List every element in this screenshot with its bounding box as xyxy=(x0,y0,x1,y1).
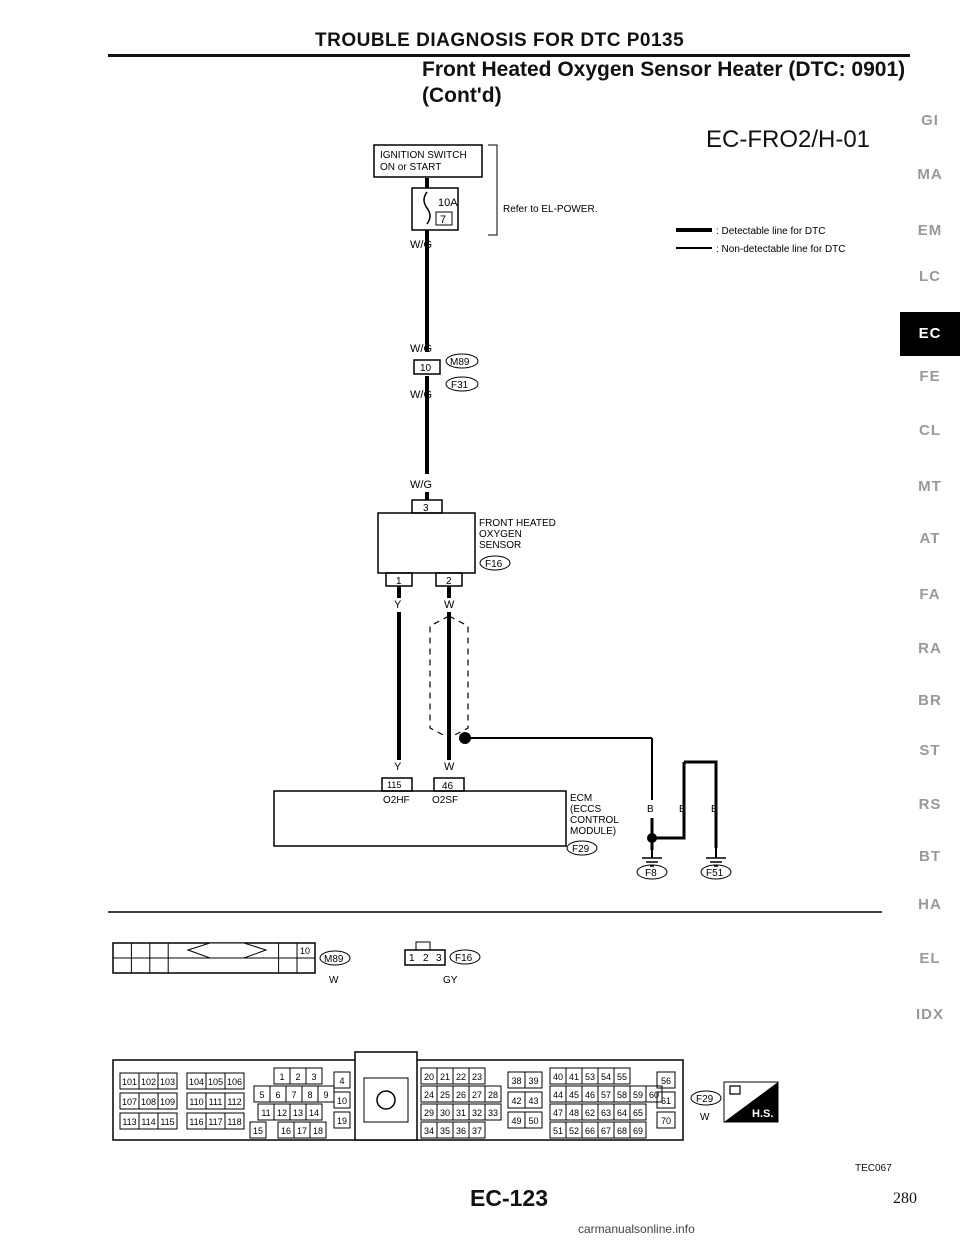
ecm-pin-number: 27 xyxy=(471,1090,483,1100)
ecm-pin-number: 62 xyxy=(584,1108,596,1118)
connector-f51: F51 xyxy=(706,868,724,879)
ecm-pin-number: 45 xyxy=(568,1090,580,1100)
watermark: carmanualsonline.info xyxy=(578,1222,695,1236)
ecm-pin-number: 60 xyxy=(648,1090,660,1100)
ecm-pin-number: 28 xyxy=(487,1090,499,1100)
ground-junction xyxy=(647,833,657,843)
pin-10: 10 xyxy=(420,363,432,374)
f16-color: GY xyxy=(443,975,458,986)
ecm-pin-number: 43 xyxy=(528,1096,539,1106)
ecm-pin-number: 50 xyxy=(528,1116,539,1126)
ecm-pin-number: 108 xyxy=(140,1097,157,1107)
tab-bt[interactable]: BT xyxy=(919,848,941,865)
page-subtitle-cont: (Cont'd) xyxy=(422,84,502,107)
ecm-o2sf: O2SF xyxy=(432,795,459,806)
tab-ec[interactable]: EC xyxy=(900,312,960,356)
ecm-pin-number: 49 xyxy=(511,1116,522,1126)
sensor-label: OXYGEN xyxy=(479,529,522,540)
wire-label-b: B xyxy=(647,804,654,815)
ecm-pin-number: 32 xyxy=(471,1108,483,1118)
page-number: 280 xyxy=(893,1190,917,1207)
tab-ra[interactable]: RA xyxy=(918,640,942,657)
ecm-pin-number: 5 xyxy=(259,1090,265,1100)
wire-label-y: Y xyxy=(394,599,402,611)
tab-mt[interactable]: MT xyxy=(918,478,942,495)
ecm-pin-number: 23 xyxy=(471,1072,483,1082)
ecm-pin-number: 13 xyxy=(292,1108,304,1118)
page-code: EC-123 xyxy=(470,1185,548,1211)
ecm-pin-number: 24 xyxy=(423,1090,435,1100)
wire-b xyxy=(654,762,684,838)
ecm-pin-number: 102 xyxy=(140,1077,157,1087)
hs-label: H.S. xyxy=(752,1108,774,1120)
ecm-pin-number: 101 xyxy=(121,1077,138,1087)
ecm-pin-number: 14 xyxy=(308,1108,320,1118)
fuse-number: 7 xyxy=(440,214,447,226)
sensor-label: FRONT HEATED xyxy=(479,518,556,529)
ecm-label: (ECCS xyxy=(570,804,602,815)
wire-label-wg: W/G xyxy=(410,239,432,251)
connector-f29: F29 xyxy=(572,844,590,855)
tab-fe[interactable]: FE xyxy=(919,368,941,385)
ecm-pin-number: 38 xyxy=(511,1076,522,1086)
ecm-pin-number: 114 xyxy=(141,1117,156,1127)
refer-power: Refer to EL-POWER. xyxy=(503,204,598,215)
ecm-pin-number: 111 xyxy=(208,1097,223,1107)
ecm-pin-number: 8 xyxy=(307,1090,313,1100)
ecm-pin-number: 12 xyxy=(276,1108,288,1118)
ecm-pin-number: 47 xyxy=(552,1108,564,1118)
tab-cl[interactable]: CL xyxy=(919,422,941,439)
ecm-pin-number: 116 xyxy=(189,1117,204,1127)
ecm-pin-number: 21 xyxy=(439,1072,451,1082)
page-subtitle: Front Heated Oxygen Sensor Heater (DTC: 0901) xyxy=(422,58,906,81)
ecm-pin-number: 69 xyxy=(632,1126,644,1136)
wire-label-b: B xyxy=(711,804,718,815)
wire-label-y: Y xyxy=(394,761,402,773)
page-title: TROUBLE DIAGNOSIS FOR DTC P0135 xyxy=(315,30,685,51)
sensor-box xyxy=(378,513,475,573)
tab-ha[interactable]: HA xyxy=(918,896,942,913)
ecm-pin-number: 67 xyxy=(600,1126,612,1136)
ecm-pin-number: 29 xyxy=(423,1108,435,1118)
ecm-pin-number: 104 xyxy=(188,1077,205,1087)
ecm-pin-number: 2 xyxy=(295,1072,301,1082)
ecm-label: CONTROL xyxy=(570,815,619,826)
tab-gi[interactable]: GI xyxy=(921,112,939,129)
ecm-pin-number: 54 xyxy=(600,1072,612,1082)
m89-color: W xyxy=(329,975,339,986)
pin-2: 2 xyxy=(446,576,452,587)
ecm-pin-number: 61 xyxy=(660,1096,672,1106)
ecm-pin-number: 56 xyxy=(660,1076,672,1086)
ecm-pin-number: 10 xyxy=(336,1096,348,1106)
ecm-pin-number: 36 xyxy=(455,1126,467,1136)
pin-10: 10 xyxy=(300,946,311,956)
pin-1: 1 xyxy=(396,576,402,587)
ecm-label: MODULE) xyxy=(570,826,617,837)
ecm-pin-number: 59 xyxy=(632,1090,644,1100)
wire-label-b: B xyxy=(679,804,686,815)
connector-f29: F29 xyxy=(696,1094,714,1105)
ecm-pin-number: 66 xyxy=(584,1126,596,1136)
connector-f31: F31 xyxy=(451,380,469,391)
ecm-pin-number: 118 xyxy=(227,1117,242,1127)
pin-3: 3 xyxy=(423,503,429,514)
connector-m89: M89 xyxy=(450,357,470,368)
ecm-pin-number: 26 xyxy=(455,1090,467,1100)
fuse-rating: 10A xyxy=(438,197,458,209)
wire-label-wg: W/G xyxy=(410,389,432,401)
ecm-pin-number: 64 xyxy=(616,1108,628,1118)
ecm-pin-number: 15 xyxy=(252,1126,264,1136)
ecm-pin-number: 7 xyxy=(291,1090,297,1100)
legend-nondetectable: : Non-detectable line for DTC xyxy=(716,244,846,255)
ecm-pin-number: 65 xyxy=(632,1108,644,1118)
ecm-pin-number: 33 xyxy=(487,1108,499,1118)
connector-f16-latch xyxy=(416,942,430,950)
ecm-pin-number: 117 xyxy=(208,1117,223,1127)
ecm-pin-number: 22 xyxy=(455,1072,467,1082)
ecm-pin-number: 9 xyxy=(323,1090,329,1100)
ecm-pin-number: 40 xyxy=(552,1072,564,1082)
ecm-pin-number: 57 xyxy=(600,1090,612,1100)
ecm-pin-number: 112 xyxy=(227,1097,242,1107)
tab-st[interactable]: ST xyxy=(919,742,941,759)
ecm-pin-number: 51 xyxy=(552,1126,564,1136)
f16-pin: 3 xyxy=(436,953,442,964)
ecm-pin-number: 25 xyxy=(439,1090,451,1100)
wire-label-w: W xyxy=(444,599,455,611)
ecm-pin-number: 106 xyxy=(226,1077,243,1087)
ecm-pin-number: 18 xyxy=(312,1126,324,1136)
ecm-pin-number: 109 xyxy=(159,1097,176,1107)
legend-detectable: : Detectable line for DTC xyxy=(716,226,826,237)
ecm-pin-number: 107 xyxy=(121,1097,138,1107)
ecm-pin-number: 30 xyxy=(439,1108,451,1118)
figure-code: TEC067 xyxy=(855,1163,892,1174)
ecm-pin-number: 39 xyxy=(528,1076,539,1086)
ecm-pin-number: 6 xyxy=(275,1090,281,1100)
tab-br[interactable]: BR xyxy=(918,692,942,709)
ecm-pin-number: 52 xyxy=(568,1126,580,1136)
f29-color: W xyxy=(700,1112,710,1123)
ecm-pin-number: 115 xyxy=(160,1117,175,1127)
ecm-pin-number: 11 xyxy=(261,1108,271,1118)
ecm-pin-number: 20 xyxy=(423,1072,435,1082)
connector-f8: F8 xyxy=(645,868,657,879)
tab-ma[interactable]: MA xyxy=(917,166,943,183)
ecm-pin-number: 35 xyxy=(439,1126,451,1136)
pin-46: 46 xyxy=(442,781,454,792)
ecm-pin-number: 58 xyxy=(616,1090,628,1100)
fuse-box xyxy=(412,188,458,230)
tab-at[interactable]: AT xyxy=(919,530,941,547)
tab-fa[interactable]: FA xyxy=(919,586,941,603)
connector-f16: F16 xyxy=(485,559,503,570)
ecm-box xyxy=(274,791,566,846)
ecm-pin-number: 3 xyxy=(311,1072,317,1082)
ecm-pin-number: 103 xyxy=(159,1077,176,1087)
ecm-pin-number: 42 xyxy=(511,1096,522,1106)
connector-m89-face xyxy=(113,943,315,973)
power-bracket xyxy=(488,145,497,235)
ecm-pin-number: 48 xyxy=(568,1108,580,1118)
tab-lc[interactable]: LC xyxy=(919,268,941,285)
pin-115: 115 xyxy=(387,780,402,790)
tab-el[interactable]: EL xyxy=(919,950,941,967)
ignition-state: ON or START xyxy=(380,162,442,173)
wire-label-w: W xyxy=(444,761,455,773)
ecm-o2hf: O2HF xyxy=(383,795,410,806)
ecm-pin-number: 53 xyxy=(584,1072,596,1082)
tab-idx[interactable]: IDX xyxy=(915,1006,944,1023)
ecm-pin-number: 68 xyxy=(616,1126,628,1136)
ecm-pin-number: 55 xyxy=(616,1072,628,1082)
f16-pin: 1 xyxy=(409,953,415,964)
ecm-pin-number: 41 xyxy=(568,1072,580,1082)
ecm-pin-number: 31 xyxy=(455,1108,467,1118)
ecm-pin-number: 37 xyxy=(471,1126,483,1136)
fuse-icon xyxy=(424,192,430,224)
wire-label-wg: W/G xyxy=(410,479,432,491)
sensor-label: SENSOR xyxy=(479,540,522,551)
ecm-pin-number: 19 xyxy=(336,1116,348,1126)
ecm-pin-number: 16 xyxy=(280,1126,292,1136)
ecm-pin-number: 113 xyxy=(122,1117,137,1127)
ecm-pin-number: 44 xyxy=(552,1090,564,1100)
wire-label-wg: W/G xyxy=(410,343,432,355)
ignition-label: IGNITION SWITCH xyxy=(380,150,467,161)
ecm-pin-number: 70 xyxy=(660,1116,672,1126)
connector-m89: M89 xyxy=(324,954,344,965)
tab-rs[interactable]: RS xyxy=(918,796,942,813)
ecm-pin-number: 110 xyxy=(189,1097,204,1107)
f16-pin: 2 xyxy=(423,953,429,964)
ecm-pin-number: 17 xyxy=(296,1126,308,1136)
connector-f16: F16 xyxy=(455,953,473,964)
tab-em[interactable]: EM xyxy=(917,222,943,239)
ecm-pin-number: 4 xyxy=(339,1076,345,1086)
diagram-id: EC-FRO2/H-01 xyxy=(706,126,871,153)
ecm-pin-number: 34 xyxy=(423,1126,435,1136)
ecm-pin-number: 63 xyxy=(600,1108,612,1118)
ecm-label: ECM xyxy=(570,793,593,804)
ecm-pin-number: 105 xyxy=(207,1077,224,1087)
ecm-pin-number: 46 xyxy=(584,1090,596,1100)
ecm-pin-number: 1 xyxy=(279,1072,285,1082)
